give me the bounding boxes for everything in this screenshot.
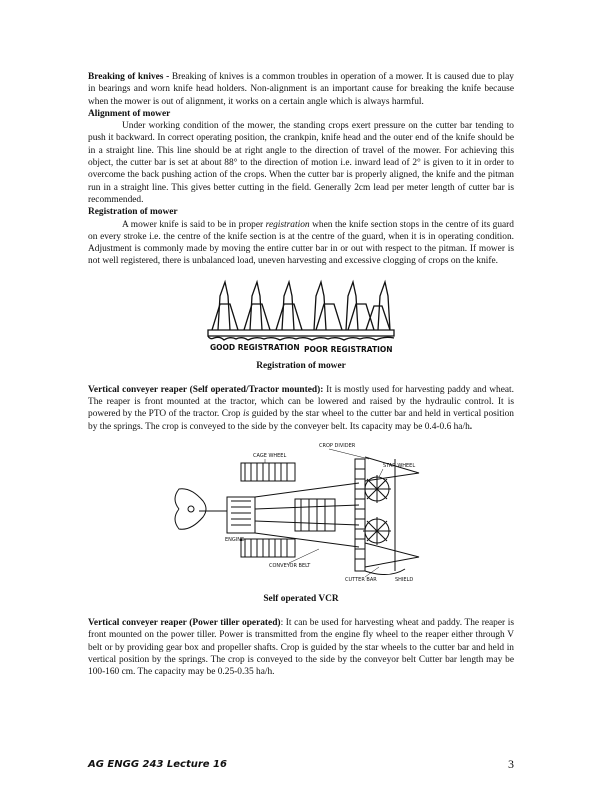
vcr-diagram bbox=[169, 439, 425, 589]
page-number: 3 bbox=[508, 757, 514, 771]
registration-heading: Registration of mower bbox=[88, 207, 178, 218]
alignment-heading: Alignment of mower bbox=[88, 108, 171, 119]
star-wheel-label: STAR WHEEL bbox=[383, 462, 416, 469]
registration-figure bbox=[206, 276, 396, 354]
vcr-self-paragraph: Vertical conveyer reaper (Self operated/Tractor mounted): It is mostly used for harvesting paddy and wheat. The reaper is front mounted at the tractor, which can be lowered and raised by the hydraulic control. It is powered by the PTO of the tractor. Crop is guided by the star wheel to the cutter bar and held in vertical position by the springs. The crop is conveyed to the side by the conveyer belt. Its capacity may be 0.4-0.6 ha/h. bbox=[88, 384, 514, 432]
conveyor-belt-label: CONVEYOR BELT bbox=[269, 562, 311, 569]
cage-wheel-label: CAGE WHEEL bbox=[253, 452, 287, 459]
vcr-figure bbox=[169, 439, 425, 589]
vcr-caption: Self operated VCR bbox=[263, 593, 339, 604]
engine-label: ENGINE bbox=[225, 536, 245, 543]
cutter-bar-label: CUTTER BAR bbox=[345, 576, 377, 583]
breaking-paragraph bbox=[88, 71, 514, 108]
shield-label: SHIELD bbox=[395, 576, 414, 583]
registration-caption: Registration of mower bbox=[256, 360, 346, 371]
good-registration-label: GOOD REGISTRATION bbox=[210, 342, 300, 352]
poor-registration-label: POOR REGISTRATION bbox=[304, 344, 393, 354]
vcr-tiller-paragraph: Vertical conveyer reaper (Power tiller operated): It can be used for harvesting wheat and paddy. The reaper is front mounted on the power tiller. Power is transmitted from the engine fly wheel to the reaper either through V belt or by providing gear box and propeller shafts. Crop is guided by the star wheels to the cutter bar and held in vertical position by the springs. The crop is conveyed to the side by the conveyor belt Cutter bar length may be 100-160 cm. The capacity may be 0.25-0.35 ha/h. bbox=[88, 617, 515, 678]
breaking-text: Breaking of knives is a common troubles in operation of a mower. It is caused due to play in bearings and worn knife head holders. Non-alignment is an important cause for breaking the knife because when the mower is out of alignment, it works on a certain angle which is always harmful. bbox=[88, 72, 514, 107]
alignment-paragraph: Under working condition of the mower, the standing crops exert pressure on the cutter bar tending to push it backward. In correct operating position, the crankpin, knife head and the outer end of the knife should be in a straight line. This line should be at right angle to the direction of travel of the mower. For achieving this object, the cutter bar is set at about 88° to the direction of motion i.e. inward lead of 2° is given to it in order to overcome the back pushing action of the crops. When the cutter bar is properly aligned, the knife and the pitman run in a straight line. This gives better cutting in the field. Generally 2cm lead per meter length of cutter bar is recommended. bbox=[88, 121, 514, 205]
breaking-title: Breaking of knives - bbox=[88, 72, 170, 82]
crop-divider-label: CROP DIVIDER bbox=[319, 442, 356, 449]
footer-course-label: AG ENGG 243 Lecture 16 bbox=[88, 759, 227, 770]
page-footer bbox=[88, 757, 514, 773]
registration-paragraph: A mower knife is said to be in proper registration when the knife section stops in the centre of its guard on every stroke i.e. the centre of the knife section is at the centre of the guard, when it is in operating condition. Adjustment is commonly made by moving the entire cutter bar in or out with respect to the pitman. If mower is not well registered, there is unbalanced load, uneven harvesting and excessive clogging of crops on the knife. bbox=[88, 219, 514, 267]
page-content bbox=[88, 71, 514, 678]
registration-diagram bbox=[206, 276, 396, 354]
